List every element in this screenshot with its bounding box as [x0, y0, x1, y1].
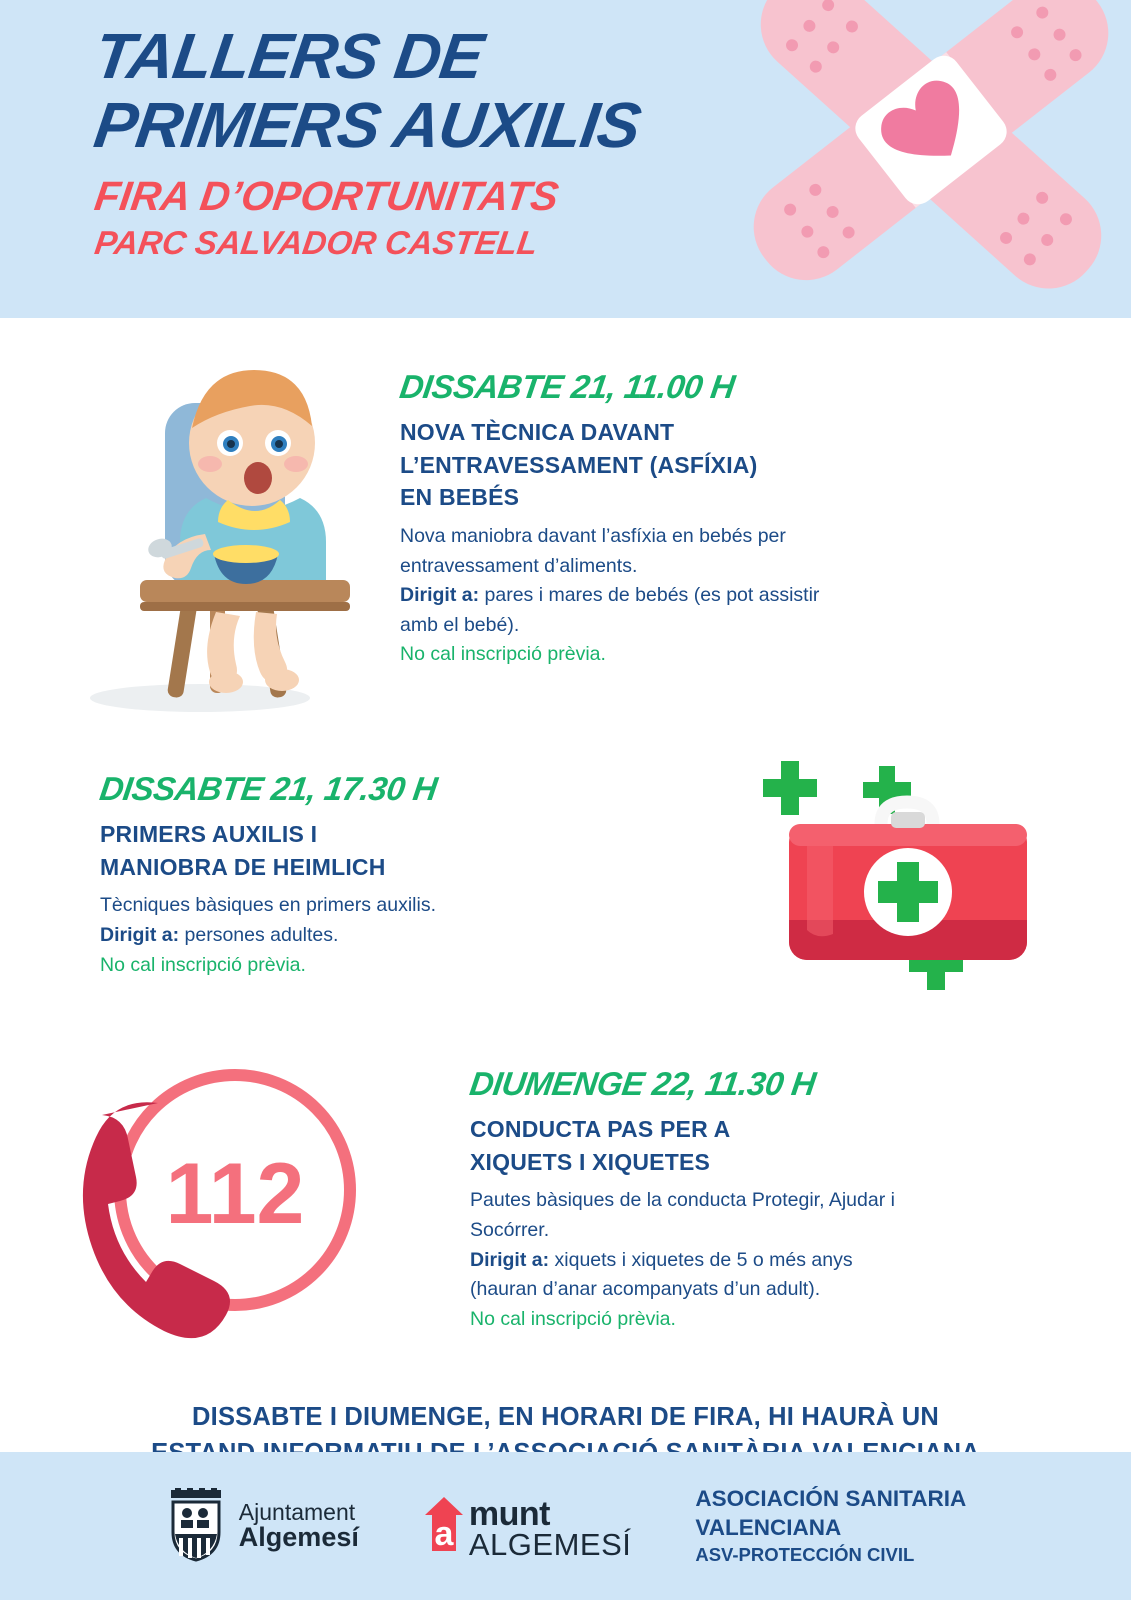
session-block-2	[0, 750, 1131, 1030]
session-2-desc-line-1: Tècniques bàsiques en primers auxilis.	[100, 894, 436, 917]
session-block-1	[0, 348, 1131, 728]
session-3-note: No cal inscripció prèvia.	[470, 1307, 676, 1330]
logo-asv-line-1: ASOCIACIÓN SANITARIA	[695, 1486, 967, 1512]
session-1-target-line	[400, 581, 1071, 611]
svg-text:a: a	[434, 1514, 454, 1553]
session-1-note: No cal inscripció prèvia.	[400, 643, 606, 666]
session-2-heading-line-1: PRIMERS AUXILIS I	[100, 821, 318, 847]
session-3-heading-line-1: CONDUCTA PAS PER A	[470, 1116, 731, 1142]
session-2-text	[0, 750, 731, 1030]
logo-amunt-line-2: ALGEMESÍ	[468, 1527, 632, 1563]
session-3-target-label: Dirigit a:	[470, 1248, 550, 1271]
session-2-target-line	[100, 921, 671, 951]
session-2-note: No cal inscripció prèvia.	[100, 953, 306, 976]
page-title-line-2: PRIMERS AUXILIS	[90, 89, 645, 162]
logo-ajuntament-line-2: Algemesí	[238, 1522, 359, 1552]
session-1-target-text: pares i mares de bebés (es pot assistir	[479, 584, 820, 607]
page-subtitle-event: FIRA D’OPORTUNITATS	[91, 173, 562, 220]
poster-header	[0, 0, 1131, 318]
page-subtitle-location: PARC SALVADOR CASTELL	[92, 224, 541, 262]
session-2-target-text: persones adultes.	[179, 923, 339, 946]
session-3-desc-line-2: Socórrer.	[470, 1218, 550, 1241]
session-1-desc-line-2: entravessament d’aliments.	[400, 554, 638, 577]
baby-highchair-illustration	[0, 348, 400, 728]
session-2-date: DISSABTE 21, 17.30 H	[97, 770, 440, 807]
session-3-desc-line-1: Pautes bàsiques de la conducta Protegir, Ajudar i	[470, 1189, 895, 1212]
session-3-target-line	[470, 1246, 1071, 1276]
logo-amunt-line-1: munt	[468, 1494, 550, 1533]
session-1-heading-line-1: NOVA TÈCNICA DAVANT	[400, 419, 675, 445]
session-3-heading-line-2: XIQUETS I XIQUETES	[470, 1148, 711, 1175]
session-3-text	[467, 1045, 1131, 1365]
session-1-date: DISSABTE 21, 11.00 H	[397, 368, 737, 405]
logo-amunt-algemesi	[423, 1493, 632, 1563]
session-1-target-label: Dirigit a:	[400, 584, 480, 607]
bandage-heart-icon	[721, 0, 1131, 318]
emergency-phone-112-illustration	[0, 1045, 470, 1365]
session-3-date: DIUMENGE 22, 11.30 H	[467, 1065, 818, 1102]
session-1-desc-line-1: Nova maniobra davant l’asfíxia en bebés per	[400, 524, 786, 547]
first-aid-kit-illustration	[731, 750, 1131, 1030]
logo-asv-line-3: ASV-PROTECCIÓN CIVIL	[695, 1543, 915, 1565]
session-1-text	[397, 348, 1131, 728]
logo-ajuntament-algemesi	[165, 1486, 359, 1567]
session-2-heading-line-2: MANIOBRA DE HEIMLICH	[100, 853, 386, 880]
house-icon	[423, 1493, 465, 1560]
footer-logo-bar	[0, 1452, 1131, 1600]
emergency-number-text: 112	[165, 1146, 305, 1242]
logo-asv-proteccion-civil	[695, 1485, 966, 1566]
logo-asv-line-2: VALENCIANA	[695, 1515, 842, 1541]
header-text-block	[90, 20, 645, 262]
session-1-heading-line-3: EN BEBÉS	[400, 484, 520, 511]
logo-ajuntament-line-1: Ajuntament	[238, 1499, 356, 1525]
session-2-target-label: Dirigit a:	[100, 923, 180, 946]
session-3-target-line-2: (hauran d’anar acompanyats d’un adult).	[470, 1278, 821, 1301]
session-3-target-text: xiquets i xiquetes de 5 o més anys	[549, 1248, 853, 1271]
session-1-heading-line-2: L’ENTRAVESSAMENT (ASFÍXIA)	[400, 451, 758, 478]
info-banner-line-1: DISSABTE I DIUMENGE, EN HORARI DE FIRA, HI HAURÀ UN	[192, 1403, 939, 1431]
session-block-3	[0, 1045, 1131, 1365]
session-1-target-line-2: amb el bebé).	[400, 613, 520, 636]
page-title-line-1: TALLERS DE	[90, 20, 488, 92]
coat-of-arms-icon	[165, 1486, 227, 1567]
